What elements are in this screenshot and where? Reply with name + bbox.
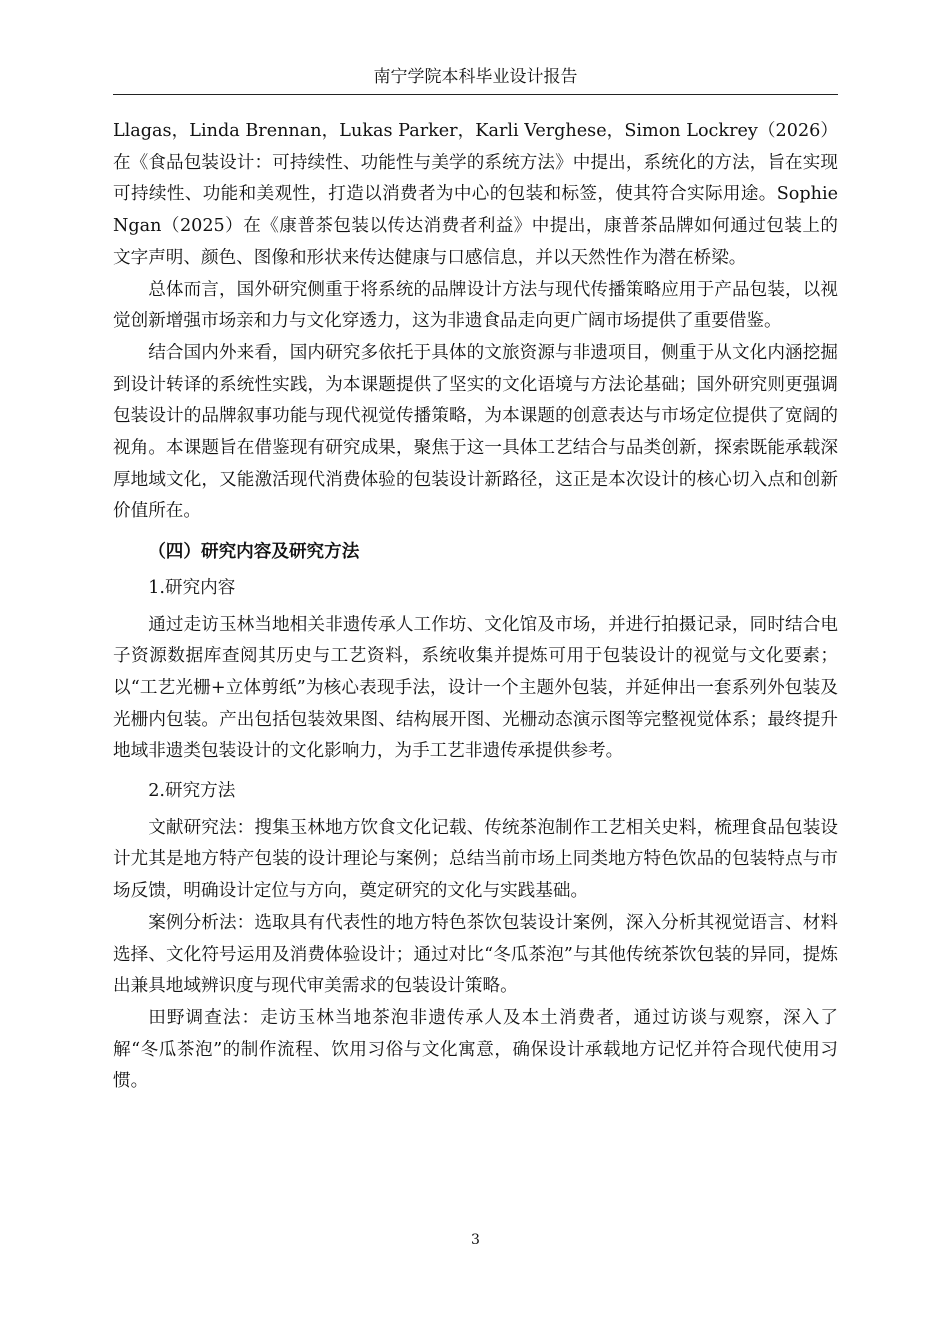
page-header: 南宁学院本科毕业设计报告 bbox=[373, 67, 578, 87]
header-divider bbox=[113, 94, 838, 95]
paragraph-case-method: 案例分析法：选取具有代表性的地方特色茶饮包装设计案例，深入分析其视觉语言、材料选择、文化符号运用及消费体验设计；通过对比“冬瓜茶泡”与其他传统茶饮包装的异同，提炼出兼具地域辨识度与现代审美需求的包装设计策略。 bbox=[113, 912, 838, 997]
page-body bbox=[113, 116, 838, 1098]
subheading-research-methods: 2.研究方法 bbox=[148, 781, 236, 802]
subheading-research-content: 1.研究内容 bbox=[148, 577, 236, 598]
paragraph-overall-summary: 结合国内外来看，国内研究多依托于具体的文旅资源与非遗项目，侧重于从文化内涵挖掘到设计转译的系统性实践，为本课题提供了坚实的文化语境与方法论基础；国外研究则更强调包装设计的品牌叙事功能与现代视觉传播策略，为本课题的创意表达与市场定位提供了宽阔的视角。本课题旨在借鉴现有研究成果，聚焦于这一具体工艺结合与品类创新，探索既能承载深厚地域文化，又能激活现代消费体验的包装设计新路径，这正是本次设计的核心切入点和创新价值所在。 bbox=[113, 342, 838, 522]
paragraph-research-content: 通过走访玉林当地相关非遗传承人工作坊、文化馆及市场，并进行拍摄记录，同时结合电子资源数据库查阅其历史与工艺资料，系统收集并提炼可用于包装设计的视觉与文化要素；以“工艺光栅+立体剪纸”为核心表现手法，设计一个主题外包装，并延伸出一套系列外包装及光栅内包装。产出包括包装效果图、结构展开图、光栅动态演示图等完整视觉体系；最终提升地域非遗类包装设计的文化影响力，为手工艺非遗传承提供参考。 bbox=[113, 614, 838, 762]
section-heading-4: （四）研究内容及研究方法 bbox=[148, 541, 360, 563]
paragraph-literature-method: 文献研究法：搜集玉林地方饮食文化记载、传统茶泡制作工艺相关史料，梳理食品包装设计尤其是地方特产包装的设计理论与案例；总结当前市场上同类地方特色饮品的包装特点与市场反馈，明确设计定位与方向，奠定研究的文化与实践基础。 bbox=[113, 817, 838, 902]
paragraph-foreign-summary: 总体而言，国外研究侧重于将系统的品牌设计方法与现代传播策略应用于产品包装，以视觉创新增强市场亲和力与文化穿透力，这为非遗食品走向更广阔市场提供了重要借鉴。 bbox=[113, 279, 838, 332]
page-number: 3 bbox=[471, 1232, 480, 1248]
paragraph-foreign-research-cont: Llagas，Linda Brennan，Lukas Parker，Karli Verghese，Simon Lockrey（2026）在《食品包装设计：可持续性、功能性与美学的系统方法》中提出，系统化的方法，旨在实现可持续性、功能和美观性，打造以消费者为中心的包装和标签，使其符合实际用途。Sophie Ngan（2025）在《康普茶包装以传达消费者利益》中提出，康普茶品牌如何通过包装上的文字声明、颜色、图像和形状来传达健康与口感信息，并以天然性作为潜在桥梁。 bbox=[113, 121, 838, 268]
paragraph-field-method: 田野调查法：走访玉林当地茶泡非遗传承人及本土消费者，通过访谈与观察，深入了解“冬瓜茶泡”的制作流程、饮用习俗与文化寓意，确保设计承载地方记忆并符合现代使用习惯。 bbox=[113, 1007, 838, 1092]
